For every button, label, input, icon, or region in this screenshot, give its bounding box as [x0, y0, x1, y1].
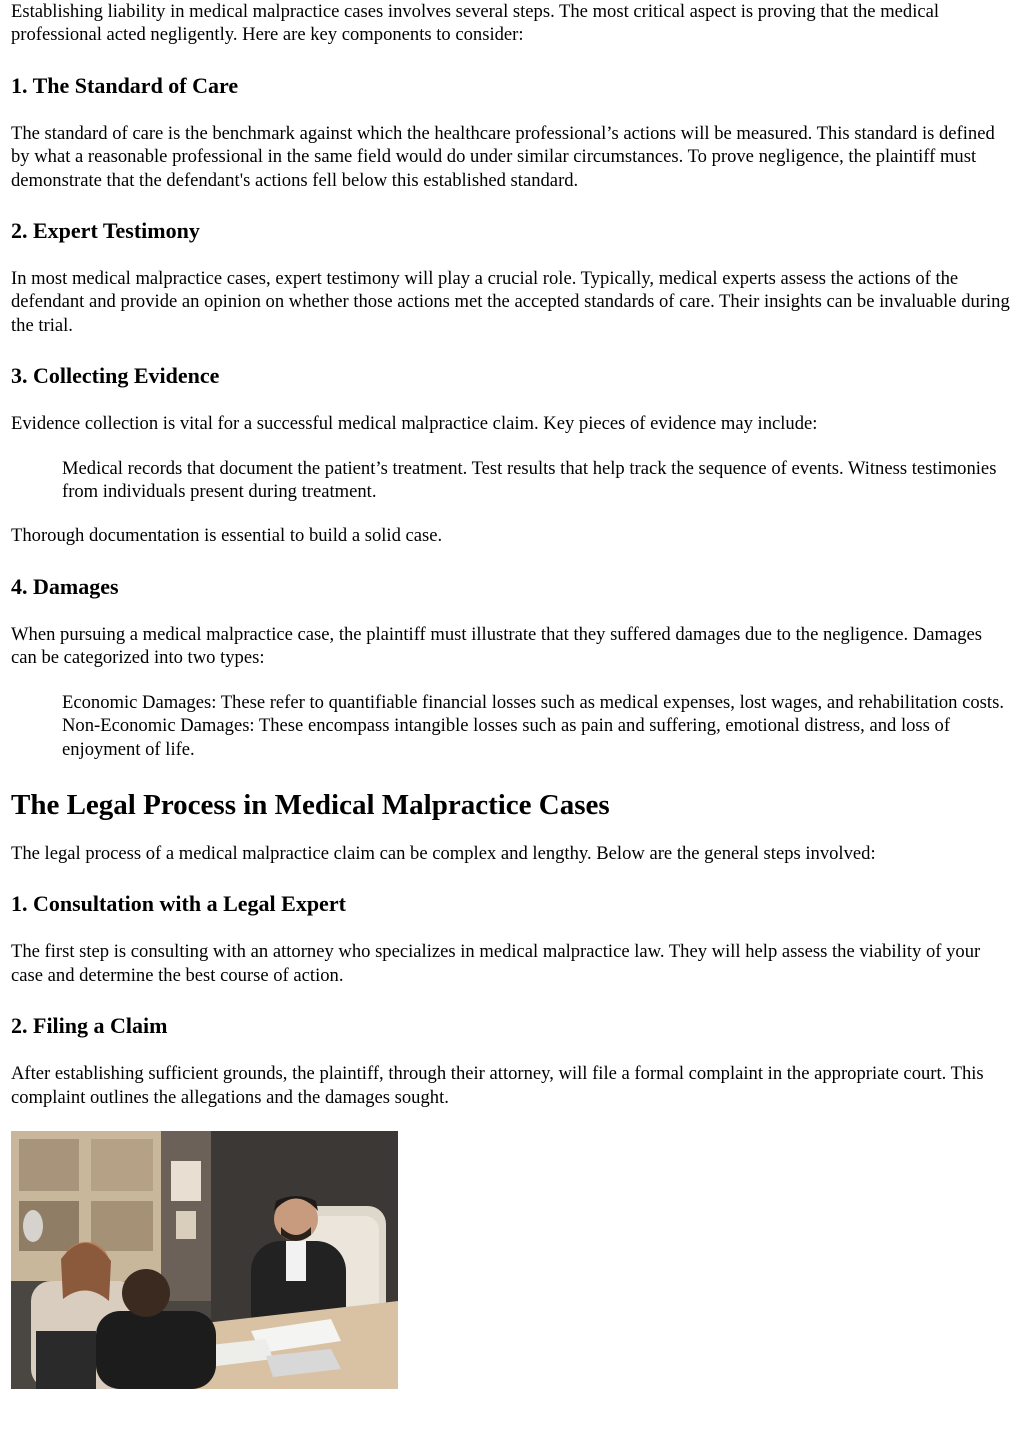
lawyer-consultation-photo	[11, 1131, 398, 1389]
evidence-after-text: Thorough documentation is essential to build a solid case.	[11, 525, 443, 547]
evidence-quote: Medical records that document the patient’s treatment. Test results that help track the sequence of events. Witness testimonies from individuals present during treatment.	[62, 457, 997, 503]
legal-process-heading: The Legal Process in Medical Malpractice Cases	[11, 788, 610, 821]
step-heading-filing-claim: 2. Filing a Claim	[11, 1013, 168, 1039]
step-heading-consultation: 1. Consultation with a Legal Expert	[11, 891, 346, 917]
step-text-filing-claim: After establishing sufficient grounds, the plaintiff, through their attorney, will file a formal complaint in the appropriate court. This complaint outlines the allegations and the damages sought.	[11, 1063, 984, 1108]
section-heading-standard-of-care: 1. The Standard of Care	[11, 72, 239, 98]
section-heading-collecting-evidence: 3. Collecting Evidence	[11, 363, 220, 389]
step-text-consultation: The first step is consulting with an attorney who specializes in medical malpractice law. They will help assess the viability of your case and determine the best course of action.	[11, 941, 981, 986]
section-heading-damages: 4. Damages	[11, 573, 119, 599]
section-text-standard-of-care: The standard of care is the benchmark against which the healthcare professional’s actions will be measured. This standard is defined by what a reasonable professional in the same field would do under similar circumstances. To prove negligence, the plaintiff must demonstrate that the defendant's actions fell below this established standard.	[11, 122, 995, 191]
damages-quote: Economic Damages: These refer to quantifiable financial losses such as medical expenses, lost wages, and rehabilitation costs. Non-Economic Damages: These encompass intangible losses such as pain and suffering, emotional distress, and loss of enjoyment of life.	[62, 691, 1004, 760]
intro-paragraph: Establishing liability in medical malpractice cases involves several steps. The most critical aspect is proving that the medical professional acted negligently. Here are key components to consider:	[11, 1, 940, 46]
section-text-damages: When pursuing a medical malpractice case, the plaintiff must illustrate that they suffered damages due to the negligence. Damages can be categorized into two types:	[11, 623, 983, 669]
section-heading-expert-testimony: 2. Expert Testimony	[11, 218, 200, 244]
section-text-collecting-evidence: Evidence collection is vital for a successful medical malpractice claim. Key pieces of evidence may include:	[11, 413, 818, 435]
legal-process-intro: The legal process of a medical malpractice claim can be complex and lengthy. Below are the general steps involved:	[11, 842, 876, 864]
section-text-expert-testimony: In most medical malpractice cases, expert testimony will play a crucial role. Typically, medical experts assess the actions of the defendant and provide an opinion on whether those actions met the accepted standards of care. Their insights can be invaluable during the trial.	[11, 268, 1010, 336]
